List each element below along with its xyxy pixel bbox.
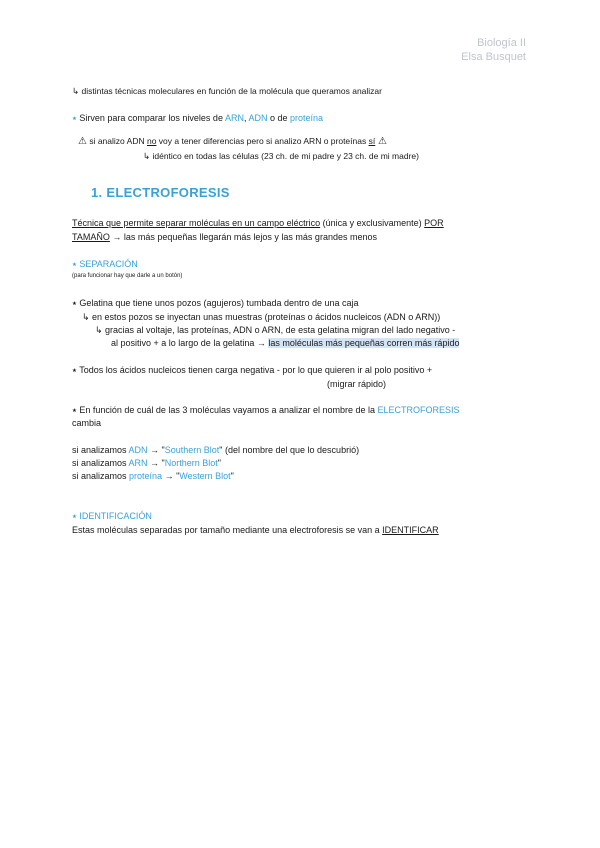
separation-heading: ⭑ SEPARACIÓN xyxy=(72,259,138,269)
star-icon: ⭑ xyxy=(72,113,77,123)
bullet-charge: ⭑ Todos los ácidos nucleicos tienen carga negativa - por lo que quieren ir al polo positivo + xyxy=(72,365,433,375)
sub-migration: al positivo + a lo largo de la gelatina → las moléculas más pequeñas corren más rápido xyxy=(111,338,460,348)
definition-line-1: Técnica que permite separar moléculas en un campo eléctrico (única y exclusivamente) POR xyxy=(72,218,444,228)
bullet-name: ⭑ En función de cuál de las 3 moléculas vayamos a analizar el nombre de la ELECTROFORESIS xyxy=(72,405,460,415)
compare-line: ⭑ Sirven para comparar los niveles de ARN, ADN o de proteína xyxy=(72,113,324,123)
bullet-charge-cont: (migrar rápido) xyxy=(327,379,387,389)
header-author: Elsa Busquet xyxy=(461,51,526,63)
blot-line-western: si analizamos proteína → "Western Blot" xyxy=(72,471,234,481)
warning-icon: ⚠ xyxy=(375,136,387,147)
arn-term: ARN xyxy=(224,113,244,123)
sub-voltage: ↳ gracias al voltaje, las proteínas, ADN o ARN, de esta gelatina migran del lado negativo - xyxy=(95,325,456,335)
warning-icon: ⚠ xyxy=(78,136,87,147)
sub-wells: ↳ en estos pozos se inyectan unas muestras (proteínas o ácidos nucleicos (ADN o ARN)) xyxy=(82,312,441,322)
blot-line-southern: si analizamos ADN → "Southern Blot" (del nombre del que lo descubrió) xyxy=(72,445,360,455)
definition-line-2: TAMAÑO → las más pequeñas llegarán más lejos y las más grandes menos xyxy=(72,232,377,242)
highlighted-text: las moléculas más pequeñas corren más rápido xyxy=(268,338,460,348)
section-title: 1. ELECTROFORESIS xyxy=(91,185,230,200)
blot-line-northern: si analizamos ARN → "Northern Blot" xyxy=(72,458,221,468)
header-subject: Biología II xyxy=(477,37,526,49)
bullet-name-cont: cambia xyxy=(72,418,102,428)
bullet-gelatin: ⭑ Gelatina que tiene unos pozos (agujeros) tumbada dentro de una caja xyxy=(72,298,359,308)
identification-heading: ⭑ IDENTIFICACIÓN xyxy=(72,511,152,521)
techniques-line: ↳ distintas técnicas moleculares en función de la molécula que queramos analizar xyxy=(72,86,382,96)
separation-note: (para funcionar hay que darle a un botón) xyxy=(72,273,183,279)
identification-text: Estas moléculas separadas por tamaño mediante una electroforesis se van a IDENTIFICAR xyxy=(72,525,439,535)
warning-line: ⚠ si analizo ADN no voy a tener diferencias pero si analizo ARN o proteínas sí ⚠ xyxy=(78,136,387,147)
identical-line: ↳ idéntico en todas las células (23 ch. de mi padre y 23 ch. de mi madre) xyxy=(143,151,419,161)
protein-term: proteína xyxy=(290,113,324,123)
adn-term: ADN xyxy=(248,113,268,123)
